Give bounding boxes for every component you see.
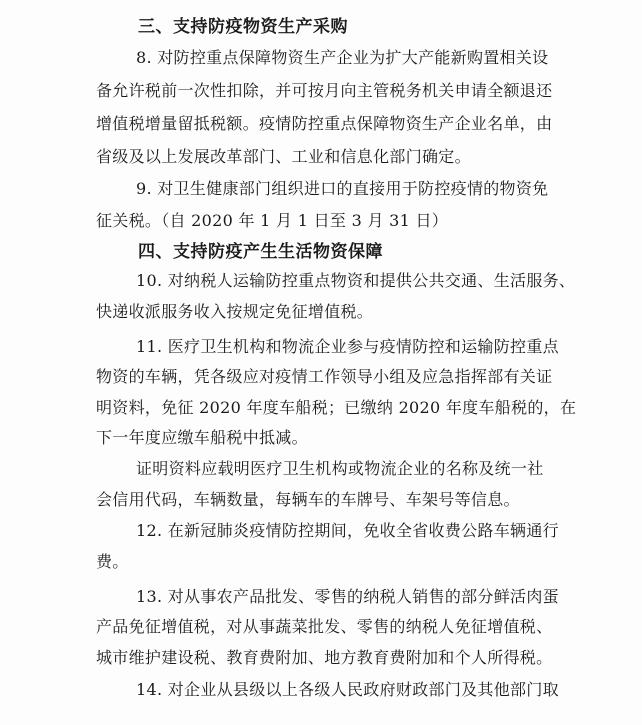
item-11-note-line-2: 会信用代码，车辆数量，每辆车的车牌号、车架号等信息。: [96, 490, 520, 509]
item-8-line-2: 备允许税前一次性扣除，并可按月向主管税务机关申请全额退还: [96, 81, 553, 100]
item-8-line-1: 8. 对防控重点保障物资生产企业为扩大产能新购置相关设: [136, 48, 549, 67]
item-11-line-2: 物资的车辆，凭各级应对疫情工作领导小组及应急指挥部有关证: [96, 367, 553, 386]
item-11-line-3: 明资料，免征 2020 年度车船税；已缴纳 2020 年度车船税的，在: [96, 398, 577, 417]
item-13-line-1: 13. 对从事农产品批发、零售的纳税人销售的部分鲜活肉蛋: [136, 587, 559, 606]
section-heading-4: 四、支持防疫产生生活物资保障: [138, 242, 383, 262]
item-8-line-4: 省级及以上发展改革部门、工业和信息化部门确定。: [96, 147, 471, 166]
item-11-line-1: 11. 医疗卫生机构和物流企业参与疫情防控和运输防控重点: [136, 337, 559, 356]
item-10-line-1: 10. 对纳税人运输防控重点物资和提供公共交通、生活服务、: [136, 271, 576, 290]
item-12-line-1: 12. 在新冠肺炎疫情防控期间，免收全省收费公路车辆通行: [136, 521, 559, 540]
item-10-line-2: 快递收派服务收入按规定免征增值税。: [96, 302, 374, 321]
item-11-line-4: 下一年度应缴车船税中抵减。: [96, 428, 308, 447]
item-14-line-1: 14. 对企业从县级以上各级人民政府财政部门及其他部门取: [136, 680, 559, 699]
item-13-line-3: 城市维护建设税、教育费附加、地方教育费附加和个人所得税。: [96, 648, 553, 667]
item-13-line-2: 产品免征增值税，对从事蔬菜批发、零售的纳税人免征增值税、: [96, 617, 553, 636]
item-8-line-3: 增值税增量留抵税额。疫情防控重点保障物资生产企业名单，由: [96, 114, 553, 133]
item-11-note-line-1: 证明资料应载明医疗卫生机构或物流企业的名称及统一社: [136, 459, 544, 478]
item-9-line-1: 9. 对卫生健康部门组织进口的直接用于防控疫情的物资免: [136, 179, 549, 198]
item-12-line-2: 费。: [96, 552, 129, 571]
section-heading-3: 三、支持防疫物资生产采购: [138, 17, 348, 37]
item-9-line-2: 征关税。（自 2020 年 1 月 1 日至 3 月 31 日）: [96, 211, 449, 230]
